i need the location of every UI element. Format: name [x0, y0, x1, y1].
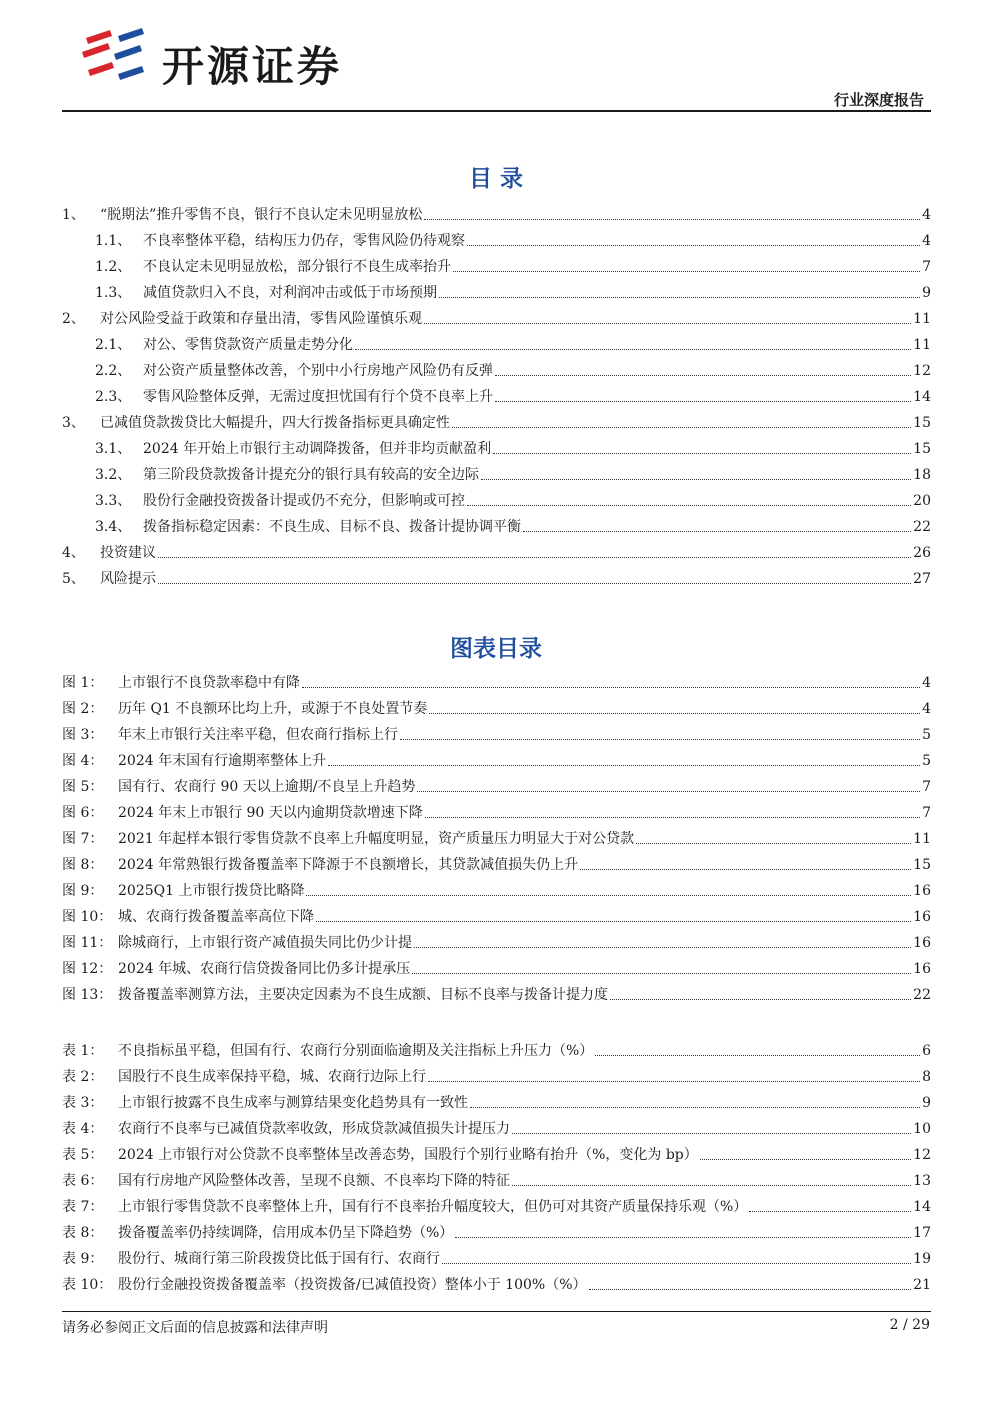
- toc-entry[interactable]: [62, 354, 931, 380]
- toc-entry[interactable]: [62, 1164, 931, 1190]
- entry-number: 3.1、: [95, 441, 132, 457]
- toc-entry[interactable]: [62, 432, 931, 458]
- entry-number: 1.2、: [95, 259, 132, 275]
- entry-number: 2.3、: [95, 389, 132, 405]
- entry-title[interactable]: 零售风险整体反弹，无需过度担忧国有行个贷不良率上升: [143, 389, 493, 405]
- entry-page-number: 17: [913, 1225, 931, 1241]
- toc-entry[interactable]: [62, 484, 931, 510]
- entry-title[interactable]: 对公风险受益于政策和存量出清，零售风险谨慎乐观: [100, 311, 422, 327]
- entry-title[interactable]: 股份行金融投资拨备计提或仍不充分，但影响或可控: [143, 493, 465, 509]
- entry-page-number: 14: [913, 389, 931, 405]
- toc-entry[interactable]: [62, 458, 931, 484]
- toc-entry[interactable]: [62, 276, 931, 302]
- entry-number: 表 4：: [62, 1121, 104, 1137]
- toc-entry[interactable]: [62, 874, 931, 900]
- entry-page-number: 19: [913, 1251, 931, 1267]
- dot-leader: [467, 505, 911, 506]
- entry-number: 图 7：: [62, 831, 104, 847]
- entry-title[interactable]: “脱期法”推升零售不良，银行不良认定未见明显放松: [100, 207, 423, 223]
- entry-title[interactable]: 投资建议: [100, 545, 156, 561]
- toc-entry[interactable]: [62, 1242, 931, 1268]
- dot-leader: [306, 895, 911, 896]
- dot-leader: [414, 947, 911, 948]
- entry-number: 图 2：: [62, 701, 104, 717]
- toc-entry[interactable]: [62, 1034, 931, 1060]
- entry-number: 图 11：: [62, 935, 113, 951]
- entry-title[interactable]: 2024 年常熟银行拨备覆盖率下降源于不良额增长，其贷款减值损失仍上升: [118, 857, 579, 873]
- dot-leader: [355, 349, 911, 350]
- entry-page-number: 21: [913, 1277, 931, 1293]
- entry-title[interactable]: 不良认定未见明显放松，部分银行不良生成率抬升: [143, 259, 451, 275]
- toc-entry[interactable]: [62, 1190, 931, 1216]
- brand-logo-mark: [78, 26, 158, 90]
- dot-leader: [580, 869, 911, 870]
- toc-entry[interactable]: [62, 848, 931, 874]
- dot-leader: [523, 531, 911, 532]
- toc-entry[interactable]: [62, 536, 931, 562]
- dot-leader: [452, 427, 911, 428]
- entry-title[interactable]: 国股行不良生成率保持平稳，城、农商行边际上行: [118, 1069, 426, 1085]
- entry-title[interactable]: 2024 年开始上市银行主动调降拨备，但并非均贡献盈利: [143, 441, 492, 457]
- entry-title[interactable]: 年末上市银行关注率平稳，但农商行指标上行: [118, 727, 398, 743]
- dot-leader: [158, 583, 911, 584]
- entry-page-number: 16: [913, 935, 931, 951]
- entry-number: 1、: [62, 207, 85, 223]
- toc-entry[interactable]: [62, 822, 931, 848]
- dot-leader: [425, 817, 920, 818]
- entry-title[interactable]: 拨备指标稳定因素：不良生成、目标不良、拨备计提协调平衡: [143, 519, 521, 535]
- entry-title[interactable]: 拨备覆盖率测算方法，主要决定因素为不良生成额、目标不良率与拨备计提力度: [118, 987, 608, 1003]
- entry-title[interactable]: 2024 上市银行对公贷款不良率整体呈改善态势，国股行个别行业略有抬升（%，变化为 bp）: [118, 1147, 698, 1163]
- entry-title[interactable]: 第三阶段贷款拨备计提充分的银行具有较高的安全边际: [143, 467, 479, 483]
- toc-entry[interactable]: [62, 198, 931, 224]
- entry-page-number: 5: [922, 727, 931, 743]
- dot-leader: [467, 245, 920, 246]
- entry-page-number: 7: [922, 259, 931, 275]
- entry-title[interactable]: 上市银行零售贷款不良率整体上升，国有行不良率抬升幅度较大，但仍可对其资产质量保持乐观（%）: [118, 1199, 748, 1215]
- brand-name: 开源证券: [162, 42, 343, 91]
- entry-page-number: 16: [913, 883, 931, 899]
- entry-title[interactable]: 对公、零售贷款资产质量走势分化: [143, 337, 353, 353]
- entry-number: 1.1、: [95, 233, 132, 249]
- entry-number: 图 9：: [62, 883, 104, 899]
- entry-title[interactable]: 上市银行披露不良生成率与测算结果变化趋势具有一致性: [118, 1095, 468, 1111]
- toc-entry[interactable]: [62, 718, 931, 744]
- entry-number: 图 13：: [62, 987, 113, 1003]
- entry-page-number: 15: [913, 441, 931, 457]
- entry-number: 表 1：: [62, 1043, 104, 1059]
- figures-heading: 图表目录: [450, 636, 542, 662]
- toc-entry[interactable]: [62, 1216, 931, 1242]
- entry-number: 2.2、: [95, 363, 132, 379]
- report-type-label: 行业深度报告: [833, 91, 924, 109]
- toc-entry[interactable]: [62, 510, 931, 536]
- entry-page-number: 16: [913, 909, 931, 925]
- entry-page-number: 11: [913, 831, 931, 847]
- toc-entry[interactable]: [62, 250, 931, 276]
- toc-entry[interactable]: [62, 328, 931, 354]
- entry-number: 3.3、: [95, 493, 132, 509]
- entry-title[interactable]: 上市银行不良贷款率稳中有降: [118, 675, 300, 691]
- entry-number: 表 5：: [62, 1147, 104, 1163]
- toc-entry[interactable]: [62, 302, 931, 328]
- entry-number: 图 10：: [62, 909, 113, 925]
- footer-divider: [62, 1311, 931, 1312]
- entry-title[interactable]: 国有行房地产风险整体改善，呈现不良额、不良率均下降的特征: [118, 1173, 510, 1189]
- toc-entry[interactable]: [62, 692, 931, 718]
- entry-number: 2.1、: [95, 337, 132, 353]
- toc-entry[interactable]: [62, 978, 931, 1004]
- dot-leader: [442, 1263, 911, 1264]
- entry-page-number: 14: [913, 1199, 931, 1215]
- entry-page-number: 27: [913, 571, 931, 587]
- entry-number: 图 4：: [62, 753, 104, 769]
- toc-entry[interactable]: [62, 1086, 931, 1112]
- entry-page-number: 18: [913, 467, 931, 483]
- dot-leader: [417, 791, 920, 792]
- toc-entry[interactable]: [62, 1268, 931, 1294]
- dot-leader: [429, 713, 920, 714]
- toc-entry[interactable]: [62, 380, 931, 406]
- entry-page-number: 4: [922, 675, 931, 691]
- dot-leader: [512, 1133, 911, 1134]
- dot-leader: [589, 1289, 912, 1290]
- toc-entry[interactable]: [62, 952, 931, 978]
- dot-leader: [636, 843, 911, 844]
- dot-leader: [439, 297, 920, 298]
- dot-leader: [455, 1237, 911, 1238]
- entry-page-number: 13: [913, 1173, 931, 1189]
- entry-title[interactable]: 2021 年起样本银行零售贷款不良率上升幅度明显，资产质量压力明显大于对公贷款: [118, 831, 635, 847]
- toc-entry[interactable]: [62, 796, 931, 822]
- entry-number: 图 12：: [62, 961, 113, 977]
- header-divider: [62, 110, 931, 112]
- entry-number: 表 6：: [62, 1173, 104, 1189]
- entry-page-number: 12: [913, 1147, 931, 1163]
- figures-list: [62, 666, 931, 1004]
- entry-page-number: 10: [913, 1121, 931, 1137]
- dot-leader: [481, 479, 911, 480]
- dot-leader: [470, 1107, 920, 1108]
- entry-number: 表 3：: [62, 1095, 104, 1111]
- dot-leader: [424, 219, 920, 220]
- entry-page-number: 6: [922, 1043, 931, 1059]
- dot-leader: [512, 1185, 911, 1186]
- entry-title[interactable]: 2024 年末国有行逾期率整体上升: [118, 753, 327, 769]
- entry-title[interactable]: 不良率整体平稳，结构压力仍存，零售风险仍待观察: [143, 233, 465, 249]
- entry-page-number: 4: [922, 233, 931, 249]
- entry-title[interactable]: 农商行不良率与已减值贷款率收敛，形成贷款减值损失计提压力: [118, 1121, 510, 1137]
- entry-page-number: 20: [913, 493, 931, 509]
- entry-number: 表 10：: [62, 1277, 113, 1293]
- entry-page-number: 11: [913, 311, 931, 327]
- toc-entry[interactable]: [62, 406, 931, 432]
- dot-leader: [158, 557, 911, 558]
- dot-leader: [495, 375, 911, 376]
- toc-entry[interactable]: [62, 562, 931, 588]
- toc-entry[interactable]: [62, 1060, 931, 1086]
- entry-page-number: 9: [922, 285, 931, 301]
- entry-page-number: 7: [922, 805, 931, 821]
- entry-number: 3、: [62, 415, 85, 431]
- entry-title[interactable]: 股份行、城商行第三阶段拨贷比低于国有行、农商行: [118, 1251, 440, 1267]
- entry-title[interactable]: 不良指标虽平稳，但国有行、农商行分别面临逾期及关注指标上升压力（%）: [118, 1043, 594, 1059]
- toc-entry[interactable]: [62, 926, 931, 952]
- dot-leader: [400, 739, 920, 740]
- dot-leader: [412, 973, 911, 974]
- entry-number: 表 8：: [62, 1225, 104, 1241]
- entry-number: 2、: [62, 311, 85, 327]
- toc-heading: 目 录: [468, 166, 523, 192]
- entry-number: 3.4、: [95, 519, 132, 535]
- dot-leader: [700, 1159, 911, 1160]
- entry-number: 图 5：: [62, 779, 104, 795]
- entry-title[interactable]: 2025Q1 上市银行拨贷比略降: [118, 883, 305, 899]
- footer-disclaimer: 请务必参阅正文后面的信息披露和法律声明: [62, 1320, 328, 1336]
- entry-page-number: 12: [913, 363, 931, 379]
- entry-number: 表 9：: [62, 1251, 104, 1267]
- dot-leader: [428, 1081, 920, 1082]
- entry-title[interactable]: 已减值贷款拨贷比大幅提升，四大行拨备指标更具确定性: [100, 415, 450, 431]
- entry-title[interactable]: 除城商行，上市银行资产减值损失同比仍少计提: [118, 935, 412, 951]
- entry-title[interactable]: 减值贷款归入不良，对利润冲击或低于市场预期: [143, 285, 437, 301]
- toc-entry[interactable]: [62, 744, 931, 770]
- entry-title[interactable]: 对公资产质量整体改善，个别中小行房地产风险仍有反弹: [143, 363, 493, 379]
- entry-page-number: 9: [922, 1095, 931, 1111]
- entry-number: 图 1：: [62, 675, 104, 691]
- entry-title[interactable]: 历年 Q1 不良额环比均上升，或源于不良处置节奏: [118, 701, 428, 717]
- dot-leader: [424, 323, 911, 324]
- tables-list: [62, 1034, 931, 1294]
- entry-number: 3.2、: [95, 467, 132, 483]
- brand-logo: [78, 26, 378, 90]
- dot-leader: [495, 401, 911, 402]
- entry-title[interactable]: 2024 年城、农商行信贷拨备同比仍多计提承压: [118, 961, 411, 977]
- entry-title[interactable]: 风险提示: [100, 571, 156, 587]
- entry-number: 图 3：: [62, 727, 104, 743]
- entry-title[interactable]: 股份行金融投资拨备覆盖率（投资拨备/已减值投资）整体小于 100%（%）: [118, 1277, 587, 1293]
- entry-page-number: 15: [913, 857, 931, 873]
- toc-entry[interactable]: [62, 224, 931, 250]
- entry-page-number: 4: [922, 701, 931, 717]
- entry-title[interactable]: 城、农商行拨备覆盖率高位下降: [118, 909, 314, 925]
- dot-leader: [302, 687, 920, 688]
- entry-number: 图 6：: [62, 805, 104, 821]
- dot-leader: [328, 765, 920, 766]
- toc-entry[interactable]: [62, 1138, 931, 1164]
- entry-number: 4、: [62, 545, 85, 561]
- dot-leader: [595, 1055, 920, 1056]
- toc-list: [62, 198, 931, 588]
- dot-leader: [749, 1211, 911, 1212]
- dot-leader: [453, 271, 920, 272]
- entry-page-number: 26: [913, 545, 931, 561]
- dot-leader: [610, 999, 911, 1000]
- toc-entry[interactable]: [62, 770, 931, 796]
- entry-title[interactable]: 拨备覆盖率仍持续调降，信用成本仍呈下降趋势（%）: [118, 1225, 454, 1241]
- toc-entry[interactable]: [62, 666, 931, 692]
- entry-title[interactable]: 2024 年末上市银行 90 天以内逾期贷款增速下降: [118, 805, 423, 821]
- page-number: 2 / 29: [889, 1317, 930, 1333]
- entry-number: 图 8：: [62, 857, 104, 873]
- entry-number: 1.3、: [95, 285, 132, 301]
- entry-page-number: 11: [913, 337, 931, 353]
- entry-page-number: 22: [913, 519, 931, 535]
- toc-entry[interactable]: [62, 1112, 931, 1138]
- dot-leader: [493, 453, 911, 454]
- entry-page-number: 4: [922, 207, 931, 223]
- entry-page-number: 5: [922, 753, 931, 769]
- entry-number: 5、: [62, 571, 85, 587]
- entry-title[interactable]: 国有行、农商行 90 天以上逾期/不良呈上升趋势: [118, 779, 416, 795]
- toc-entry[interactable]: [62, 900, 931, 926]
- entry-page-number: 16: [913, 961, 931, 977]
- entry-page-number: 15: [913, 415, 931, 431]
- entry-page-number: 8: [922, 1069, 931, 1085]
- entry-number: 表 2：: [62, 1069, 104, 1085]
- dot-leader: [316, 921, 911, 922]
- entry-page-number: 7: [922, 779, 931, 795]
- entry-number: 表 7：: [62, 1199, 104, 1215]
- entry-page-number: 22: [913, 987, 931, 1003]
